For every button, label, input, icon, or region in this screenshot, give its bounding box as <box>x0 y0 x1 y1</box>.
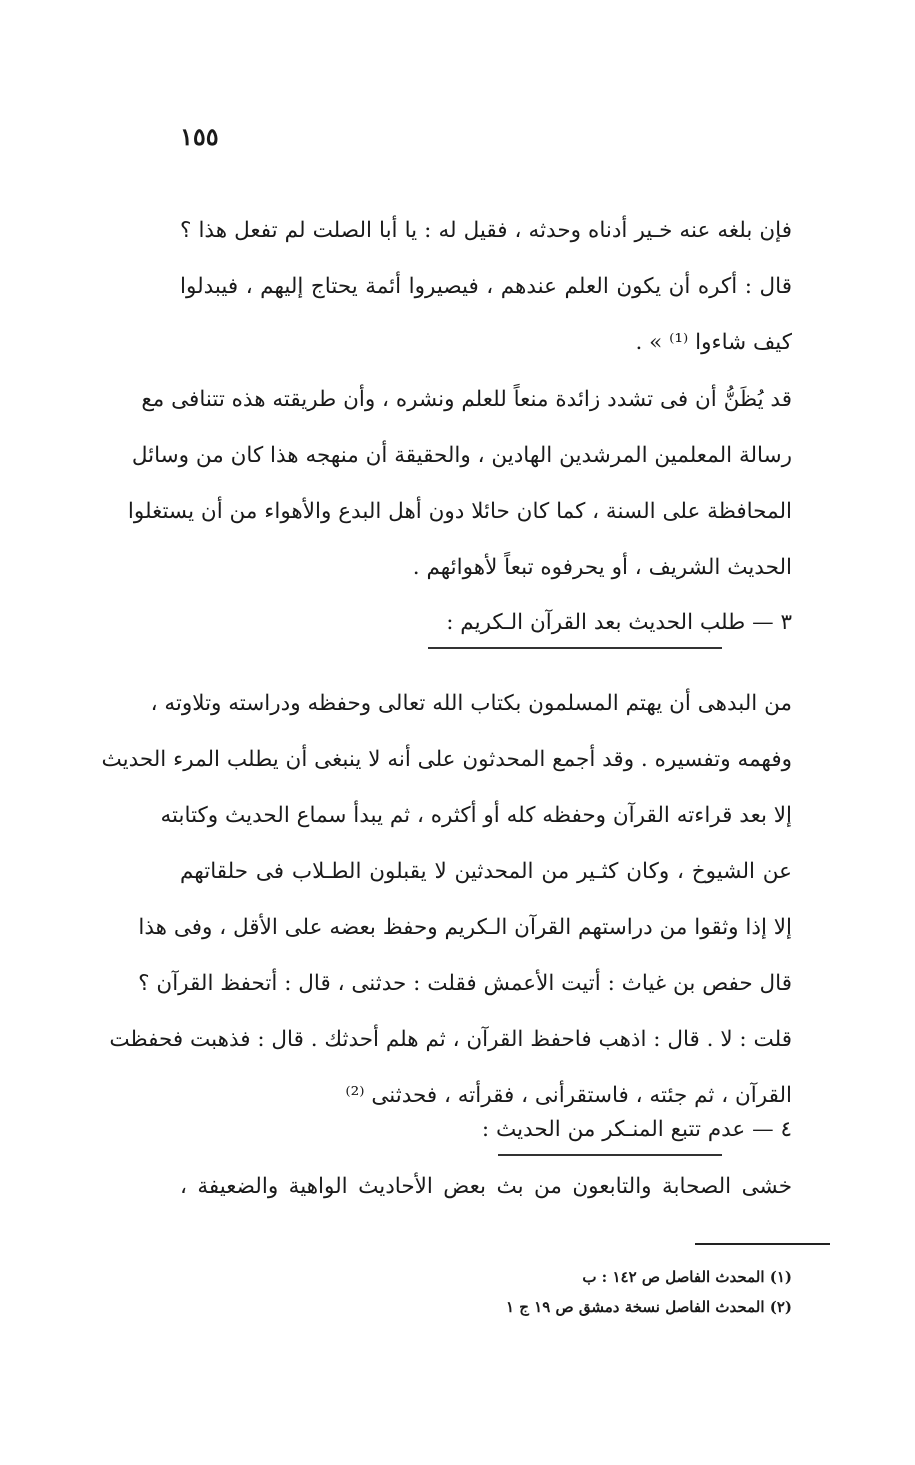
section-heading-3 <box>446 603 792 643</box>
paragraph-3 <box>101 676 792 1124</box>
text-line: قد يُظَنُّ أن فى تشدد زائدة منعاً للعلم ونشره ، وأن طريقته هذه تتنافى مع <box>141 387 792 412</box>
paragraph-4 <box>180 1159 792 1215</box>
section-heading-4 <box>482 1110 792 1150</box>
heading-underline <box>498 1154 722 1156</box>
text-line: قال : أكره أن يكون العلم عندهم ، فيصيروا أئمة يحتاج إليهم ، فيبدلوا <box>180 274 792 299</box>
text-line: الحديث الشريف ، أو يحرفوه تبعاً لأهوائهم . <box>412 555 792 580</box>
section-heading-text: ٣ — طلب الحديث بعد القرآن الـكريم : <box>446 610 792 635</box>
text-line: إلا إذا وثقوا من دراستهم القرآن الـكريم وحفظ بعضه على الأقل ، وفى هذا <box>138 915 792 940</box>
footnote-1: (١) المحدث الفاصل ص ١٤٢ : ب <box>582 1268 792 1286</box>
text-line: المحافظة على السنة ، كما كان حائلا دون أهل البدع والأهواء من أن يستغلوا <box>127 499 792 524</box>
text-line: إلا بعد قراءته القرآن وحفظه كله أو أكثره ، ثم يبدأ سماع الحديث وكتابته <box>160 803 792 828</box>
heading-underline <box>428 647 722 649</box>
footnotes <box>292 1262 792 1322</box>
text-line: قال حفص بن غياث : أتيت الأعمش فقلت : حدثنى ، قال : أتحفظ القرآن ؟ <box>138 971 792 996</box>
text-line: وفهمه وتفسيره . وقد أجمع المحدثون على أنه لا ينبغى أن يطلب المرء الحديث <box>101 747 792 772</box>
text-line: فإن بلغه عنه خـير أدناه وحدثه ، فقيل له : يا أبا الصلت لم تفعل هذا ؟ <box>180 218 792 243</box>
section-heading-text: ٤ — عدم تتبع المنـكر من الحديث : <box>481 1117 792 1142</box>
footnote-2: (٢) المحدث الفاصل نسخة دمشق ص ١٩ ج ١ <box>505 1298 792 1316</box>
text-line: كيف شاءوا ⁽¹⁾ » . <box>635 330 792 355</box>
page-number: ١٥٥ <box>180 122 219 151</box>
text-line: خشى الصحابة والتابعون من بث بعض الأحاديث الواهية والضعيفة ، <box>180 1174 792 1199</box>
paragraph-2 <box>127 372 792 596</box>
text-line: من البدهى أن يهتم المسلمون بكتاب الله تعالى وحفظه ودراسته وتلاوته ، <box>150 691 792 716</box>
text-line: قلت : لا . قال : اذهب فاحفظ القرآن ، ثم هلم أحدثك . قال : فذهبت فحفظت <box>109 1027 792 1052</box>
footnote-divider <box>695 1243 830 1245</box>
text-line: القرآن ، ثم جئته ، فاستقرأنى ، فقرأته ، فحدثنى ⁽²⁾ <box>345 1083 792 1108</box>
text-line: رسالة المعلمين المرشدين الهادين ، والحقيقة أن منهجه هذا كان من وسائل <box>131 443 792 468</box>
paragraph-1 <box>180 203 792 371</box>
text-line: عن الشيوخ ، وكان كثـير من المحدثين لا يقبلون الطـلاب فى حلقاتهم <box>180 859 792 884</box>
